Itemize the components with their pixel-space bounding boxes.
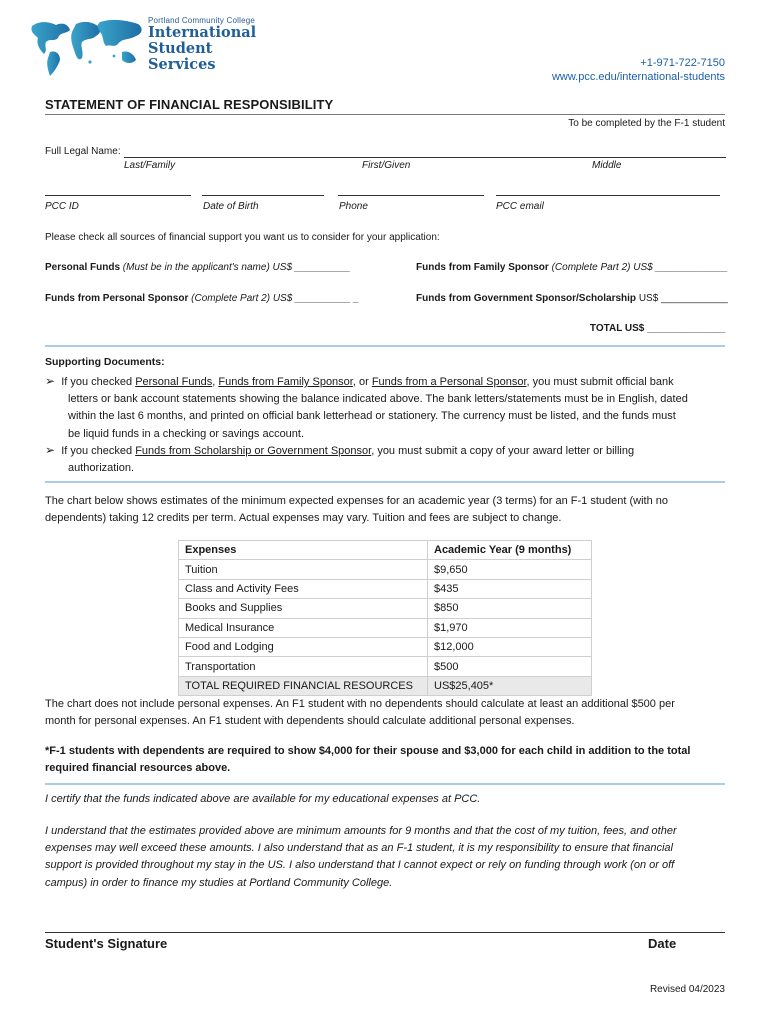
understanding-statement xyxy=(45,823,727,892)
last-family-label: Last/Family xyxy=(124,160,176,171)
expense-name: Food and Lodging xyxy=(179,637,428,656)
personal-sponsor-detail: (Complete Part 2) US$ __________ _ xyxy=(191,293,360,304)
expense-name: Class and Activity Fees xyxy=(179,579,428,598)
table-row xyxy=(179,618,592,637)
understand-line4: campus) in order to finance my studies at Portland Community College. xyxy=(45,876,393,889)
note-line1: The chart does not include personal expenses. An F1 student with no dependents should calculate at least an additional $500 per xyxy=(45,698,675,710)
bullet1-sep1: , xyxy=(212,376,219,388)
personal-sponsor-label: Funds from Personal Sponsor xyxy=(45,293,189,304)
personal-funds-label: Personal Funds xyxy=(45,262,121,273)
page-title: STATEMENT OF FINANCIAL RESPONSIBILITY xyxy=(45,97,334,112)
supporting-bullet-2 xyxy=(45,442,727,477)
section-divider-1 xyxy=(45,345,725,347)
understand-line1: I understand that the estimates provided above are minimum amounts for 9 months and that the cost of my tuition, fees, and other xyxy=(45,825,677,837)
logo-text xyxy=(148,16,256,73)
contact-info xyxy=(552,56,725,84)
bullet2-line2: authorization. xyxy=(68,462,135,475)
table-row xyxy=(179,560,592,579)
family-sponsor-detail: (Complete Part 2) US$ _____________ xyxy=(551,262,728,273)
logo-line-student: Student xyxy=(148,40,213,57)
dependents-line1: *F-1 students with dependents are required to show $4,000 for their spouse and $3,000 for each child in addition to the total xyxy=(45,745,691,757)
expense-name: Books and Supplies xyxy=(179,599,428,618)
pcc-id-label: PCC ID xyxy=(45,201,79,212)
revised-date: Revised 04/2023 xyxy=(649,984,725,995)
dependents-note xyxy=(45,743,727,777)
bullet1-sep2: , or xyxy=(352,376,372,388)
expense-amount: $500 xyxy=(428,657,592,676)
pcc-email-field[interactable] xyxy=(496,195,720,196)
bullet1-text-pre: If you checked xyxy=(61,376,136,388)
understand-line3: support is provided throughout my stay in the US. I also understand that I cannot expect or rely on funding through work (on or off xyxy=(45,859,675,872)
expense-name: Medical Insurance xyxy=(179,618,428,637)
personal-expenses-note xyxy=(45,696,727,730)
expense-amount: $435 xyxy=(428,579,592,598)
college-name: Portland Community College xyxy=(148,16,256,25)
dependents-line2: required financial resources above. xyxy=(45,762,231,775)
chart-intro-line1: The chart below shows estimates of the minimum expected expenses for an academic year (3 terms) for an F-1 student (with no xyxy=(45,495,668,507)
header-academic-year: Academic Year (9 months) xyxy=(428,541,592,560)
table-row xyxy=(179,599,592,618)
pcc-id-field[interactable] xyxy=(45,195,191,196)
dob-field[interactable] xyxy=(202,195,324,196)
certification-statement: I certify that the funds indicated above are available for my educational expenses at PCC. xyxy=(45,793,481,805)
pcc-email-label: PCC email xyxy=(496,201,544,212)
expense-name: Transportation xyxy=(179,657,428,676)
date-label: Date xyxy=(648,936,677,951)
arrow-bullet-icon: ➢ xyxy=(45,374,56,388)
completion-note: To be completed by the F-1 student xyxy=(568,118,725,129)
logo-line-services: Services xyxy=(148,56,216,73)
chart-intro xyxy=(45,493,727,527)
government-sponsor-detail: US$ ____________ xyxy=(638,293,728,304)
phone-field[interactable] xyxy=(338,195,484,196)
link-personal-funds: Personal Funds xyxy=(135,376,213,388)
phone-number[interactable]: +1-971-722-7150 xyxy=(640,57,725,69)
title-divider xyxy=(45,114,725,115)
expense-amount: $1,970 xyxy=(428,618,592,637)
table-header-row xyxy=(179,541,592,560)
table-total-row xyxy=(179,676,592,695)
expense-amount: $12,000 xyxy=(428,637,592,656)
total-label: TOTAL REQUIRED FINANCIAL RESOURCES xyxy=(179,676,428,695)
link-personal-sponsor: Funds from a Personal Sponsor xyxy=(371,376,527,388)
personal-funds-option[interactable] xyxy=(45,262,350,273)
expense-name: Tuition xyxy=(179,560,428,579)
table-row xyxy=(179,579,592,598)
bullet2-text-pre: If you checked xyxy=(61,445,136,457)
header-expenses: Expenses xyxy=(179,541,428,560)
student-signature-label: Student's Signature xyxy=(45,936,168,951)
table-row xyxy=(179,657,592,676)
section-divider-2 xyxy=(45,481,725,483)
bullet2-text-post: , you must submit a copy of your award letter or billing xyxy=(371,445,635,457)
bullet1-line4: be liquid funds in a checking or savings account. xyxy=(68,427,305,440)
total-amount: US$25,405* xyxy=(428,676,592,695)
signature-line[interactable] xyxy=(45,932,725,933)
personal-funds-detail: (Must be in the applicant's name) US$ __________ xyxy=(122,262,351,273)
funding-instruction: Please check all sources of financial support you want us to consider for your application: xyxy=(45,232,440,243)
website-link[interactable]: www.pcc.edu/international-students xyxy=(551,71,725,83)
arrow-bullet-icon: ➢ xyxy=(45,443,56,457)
expense-amount: $850 xyxy=(428,599,592,618)
chart-intro-line2: dependents) taking 12 credits per term. Actual expenses may vary. Tuition and fees are subject to change. xyxy=(45,512,562,525)
full-legal-name-label: Full Legal Name: xyxy=(45,146,121,157)
table-row xyxy=(179,637,592,656)
link-family-sponsor: Funds from Family Sponsor xyxy=(218,376,353,388)
logo-line-international: International xyxy=(148,24,257,41)
bullet1-line2: letters or bank account statements showing the balance indicated above. The bank letters/statements must be in English, dated xyxy=(68,393,688,406)
first-given-label: First/Given xyxy=(362,160,411,171)
bullet1-text-post: , you must submit official bank xyxy=(526,376,674,388)
supporting-bullet-1 xyxy=(45,373,727,443)
note-line2: month for personal expenses. An F1 student with dependents should calculate additional personal expenses. xyxy=(45,715,575,728)
total-field[interactable]: TOTAL US$ ______________ xyxy=(589,323,725,334)
supporting-documents-heading: Supporting Documents: xyxy=(45,356,165,368)
government-sponsor-option[interactable] xyxy=(416,293,728,304)
family-sponsor-label: Funds from Family Sponsor xyxy=(416,262,549,273)
world-map-icon xyxy=(30,16,150,80)
bullet1-line3: within the last 6 months, and printed on official bank letterhead or stationery. The currency must be listed, and the funds must xyxy=(68,410,676,423)
understand-line2: expenses may well exceed these amounts. I also understand that as an F-1 student, it is my responsibility to ensure that financial xyxy=(45,842,673,855)
section-divider-3 xyxy=(45,783,725,785)
phone-label: Phone xyxy=(339,201,368,212)
dob-label: Date of Birth xyxy=(203,201,259,212)
link-scholarship-government: Funds from Scholarship or Government Sponsor xyxy=(135,445,372,457)
expense-amount: $9,650 xyxy=(428,560,592,579)
full-legal-name-field[interactable] xyxy=(124,157,726,158)
family-sponsor-option[interactable] xyxy=(416,262,728,273)
expenses-table xyxy=(178,540,592,696)
government-sponsor-label: Funds from Government Sponsor/Scholarship xyxy=(416,293,637,304)
middle-label: Middle xyxy=(592,160,622,171)
personal-sponsor-option[interactable] xyxy=(45,293,359,304)
